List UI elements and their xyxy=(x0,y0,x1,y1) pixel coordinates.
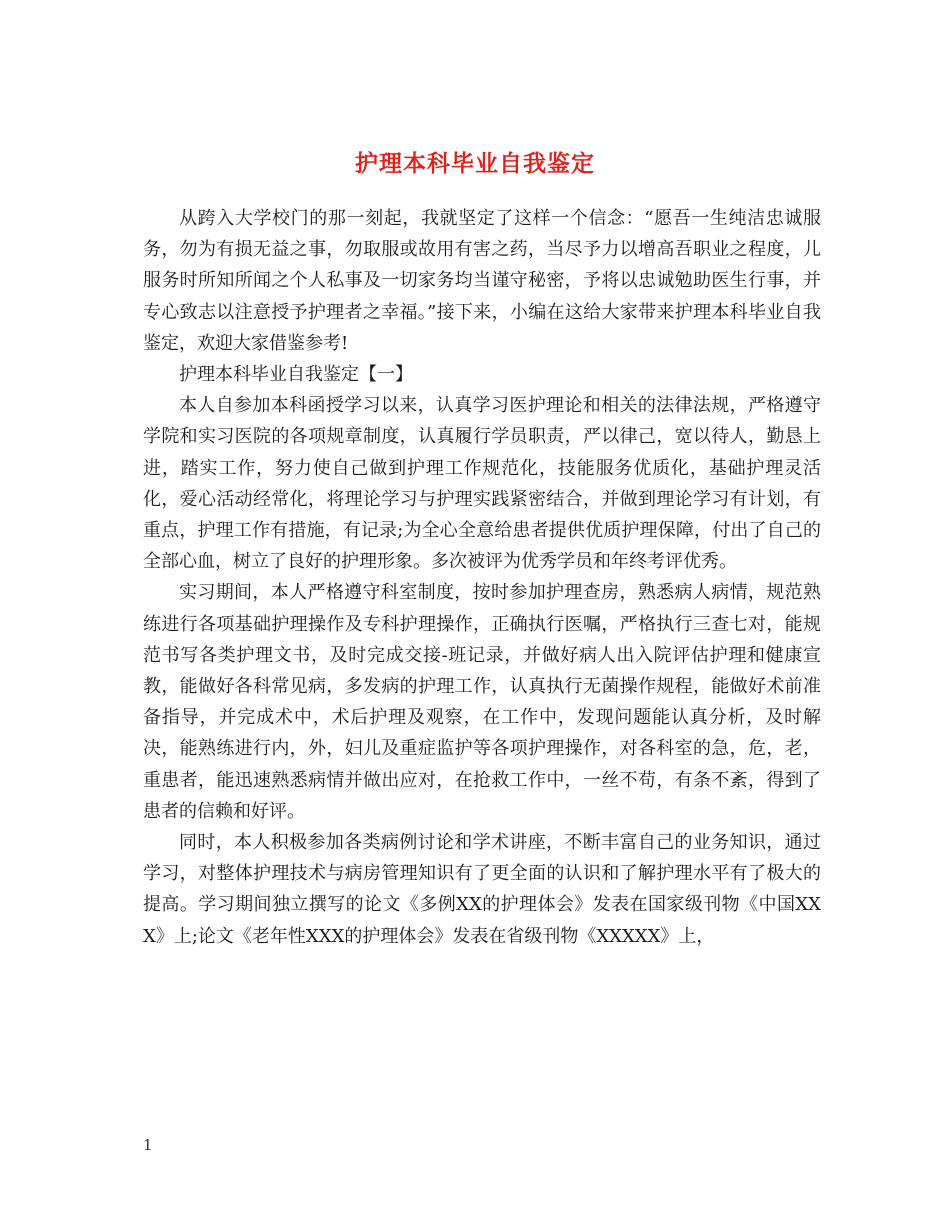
section-heading: 护理本科毕业自我鉴定【一】 xyxy=(179,364,413,386)
intro-paragraph: 从跨入大学校门的那一刻起，我就坚定了这样一个信念：“愿吾一生纯洁忠诚服务，勿为有损无益之事，勿取服或故用有害之药，当尽予力以增高吾职业之程度，儿服务时所知所闻之个人私事及一切家务均当谨守秘密，予将以忠诚勉助医生行事，并专心致志以注意授予护理者之幸福。”接下来，小编在这给大家带来护理本科毕业自我鉴定，欢迎大家借鉴参考! xyxy=(143,208,821,354)
document-body xyxy=(143,203,821,952)
body-paragraph: 同时，本人积极参加各类病例讨论和学术讲座，不断丰富自己的业务知识，通过学习，对整体护理技术与病房管理知识有了更全面的认识和了解护理水平有了极大的提高。学习期间独立撰写的论文《多例XX的护理体会》发表在国家级刊物《中国XXX》上;论文《老年性XXX的护理体会》发表在省级刊物《XXXXX》上， xyxy=(143,832,821,947)
page-number: 1 xyxy=(143,1136,153,1154)
page-title: 护理本科毕业自我鉴定 xyxy=(355,150,595,178)
body-paragraph: 实习期间，本人严格遵守科室制度，按时参加护理查房，熟悉病人病情，规范熟练进行各项基础护理操作及专科护理操作，正确执行医嘱，严格执行三查七对，能规范书写各类护理文书，及时完成交接-班记录，并做好病人出入院评估护理和健康宣教，能做好各科常见病，多发病的护理工作，认真执行无菌操作规程，能做好术前准备指导，并完成术中，术后护理及观察，在工作中，发现问题能认真分析，及时解决，能熟练进行内，外，妇儿及重症监护等各项护理操作，对各科室的急，危，老，重患者，能迅速熟悉病情并做出应对，在抢救工作中，一丝不苟，有条不紊，得到了患者的信赖和好评。 xyxy=(143,582,821,822)
body-paragraph: 本人自参加本科函授学习以来，认真学习医护理论和相关的法律法规，严格遵守学院和实习医院的各项规章制度，认真履行学员职责，严以律己，宽以待人，勤恳上进，踏实工作，努力使自己做到护理工作规范化，技能服务优质化，基础护理灵活化，爱心活动经常化，将理论学习与护理实践紧密结合，并做到理论学习有计划，有重点，护理工作有措施，有记录;为全心全意给患者提供优质护理保障，付出了自己的全部心血，树立了良好的护理形象。多次被评为优秀学员和年终考评优秀。 xyxy=(143,395,821,573)
